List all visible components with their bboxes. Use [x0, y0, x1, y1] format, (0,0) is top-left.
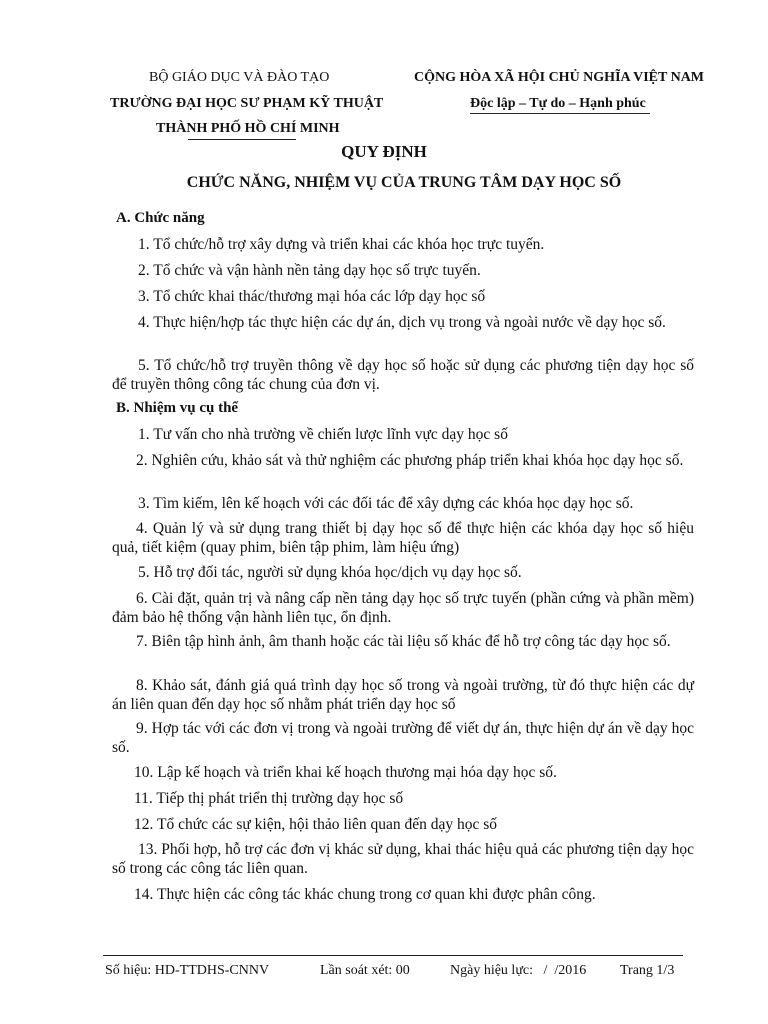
- document-title: QUY ĐỊNH: [341, 142, 427, 161]
- university-city: THÀNH PHỐ HỒ CHÍ MINH: [156, 121, 340, 136]
- list-item: 10. Lập kế hoạch và triển khai kế hoạch thương mại hóa dạy học số.: [134, 764, 557, 781]
- motto-underline: [470, 113, 650, 114]
- list-item: 6. Cài đặt, quản trị và nâng cấp nền tảng dạy học số trực tuyến (phần cứng và phần mềm) đảm bảo hệ thống vận hành liên tục, ổn định.: [112, 590, 694, 626]
- list-item: 14. Thực hiện các công tác khác chung trong cơ quan khi được phân công.: [134, 886, 596, 903]
- list-item: 5. Tổ chức/hỗ trợ truyền thông về dạy học số hoặc sử dụng các phương tiện dạy học số để truyền thông công tác chung của đơn vị.: [112, 357, 694, 393]
- list-item: 11. Tiếp thị phát triển thị trường dạy học số: [134, 790, 404, 807]
- section-b-heading: B. Nhiệm vụ cụ thể: [116, 400, 239, 416]
- document-subtitle: CHỨC NĂNG, NHIỆM VỤ CỦA TRUNG TÂM DẠY HỌC SỐ: [186, 174, 622, 191]
- list-item: 13. Phối hợp, hỗ trợ các đơn vị khác sử dụng, khai thác hiệu quả các phương tiện dạy học số trong các công tác liên quan.: [112, 841, 694, 877]
- list-item: 2. Tổ chức và vận hành nền tảng dạy học số trực tuyến.: [138, 262, 481, 279]
- section-a-heading: A. Chức năng: [116, 210, 205, 226]
- footer-page-number: Trang 1/3: [620, 963, 675, 978]
- footer-doc-code: Số hiệu: HD-TTDHS-CNNV: [105, 963, 270, 978]
- list-item: 8. Khảo sát, đánh giá quá trình dạy học số trong và ngoài trường, từ đó thực hiện các dự án liên quan đến dạy học số nhằm phát triển dạy học số: [112, 677, 694, 713]
- footer-revision: Lần soát xét: 00: [320, 963, 410, 978]
- list-item: 2. Nghiên cứu, khảo sát và thử nghiệm các phương pháp triển khai khóa học dạy học số.: [136, 452, 684, 469]
- list-item: 4. Thực hiện/hợp tác thực hiện các dự án, dịch vụ trong và ngoài nước về dạy học số.: [138, 314, 666, 331]
- list-item: 3. Tìm kiếm, lên kế hoạch với các đối tác để xây dựng các khóa học dạy học số.: [138, 495, 634, 512]
- ministry-name: BỘ GIÁO DỤC VÀ ĐÀO TẠO: [149, 70, 330, 85]
- list-item: 1. Tổ chức/hỗ trợ xây dựng và triển khai các khóa học trực tuyến.: [138, 236, 545, 253]
- university-name: TRƯỜNG ĐẠI HỌC SƯ PHẠM KỸ THUẬT: [110, 96, 384, 111]
- list-item: 1. Tư vấn cho nhà trường về chiến lược lĩnh vực dạy học số: [138, 426, 508, 443]
- footer-effective-date: Ngày hiệu lực: / /2016: [450, 963, 587, 978]
- header-left-underline: [188, 139, 296, 140]
- list-item: 4. Quản lý và sử dụng trang thiết bị dạy học số để thực hiện các khóa dạy học số hiệu quả, tiết kiệm (quay phim, biên tập phim, làm hiệu ứng): [112, 520, 694, 556]
- list-item: 3. Tổ chức khai thác/thương mại hóa các lớp dạy học số: [138, 288, 486, 305]
- list-item: 5. Hỗ trợ đối tác, người sử dụng khóa học/dịch vụ dạy học số.: [138, 564, 522, 581]
- country-name: CỘNG HÒA XÃ HỘI CHỦ NGHĨA VIỆT NAM: [414, 70, 705, 85]
- list-item: 7. Biên tập hình ảnh, âm thanh hoặc các tài liệu số khác để hỗ trợ công tác dạy học số.: [136, 633, 671, 650]
- list-item: 12. Tổ chức các sự kiện, hội thảo liên quan đến dạy học số: [134, 816, 498, 833]
- list-item: 9. Hợp tác với các đơn vị trong và ngoài trường để viết dự án, thực hiện dự án về dạy học số.: [112, 720, 694, 756]
- national-motto: Độc lập – Tự do – Hạnh phúc: [470, 96, 646, 111]
- footer-divider: [103, 955, 683, 956]
